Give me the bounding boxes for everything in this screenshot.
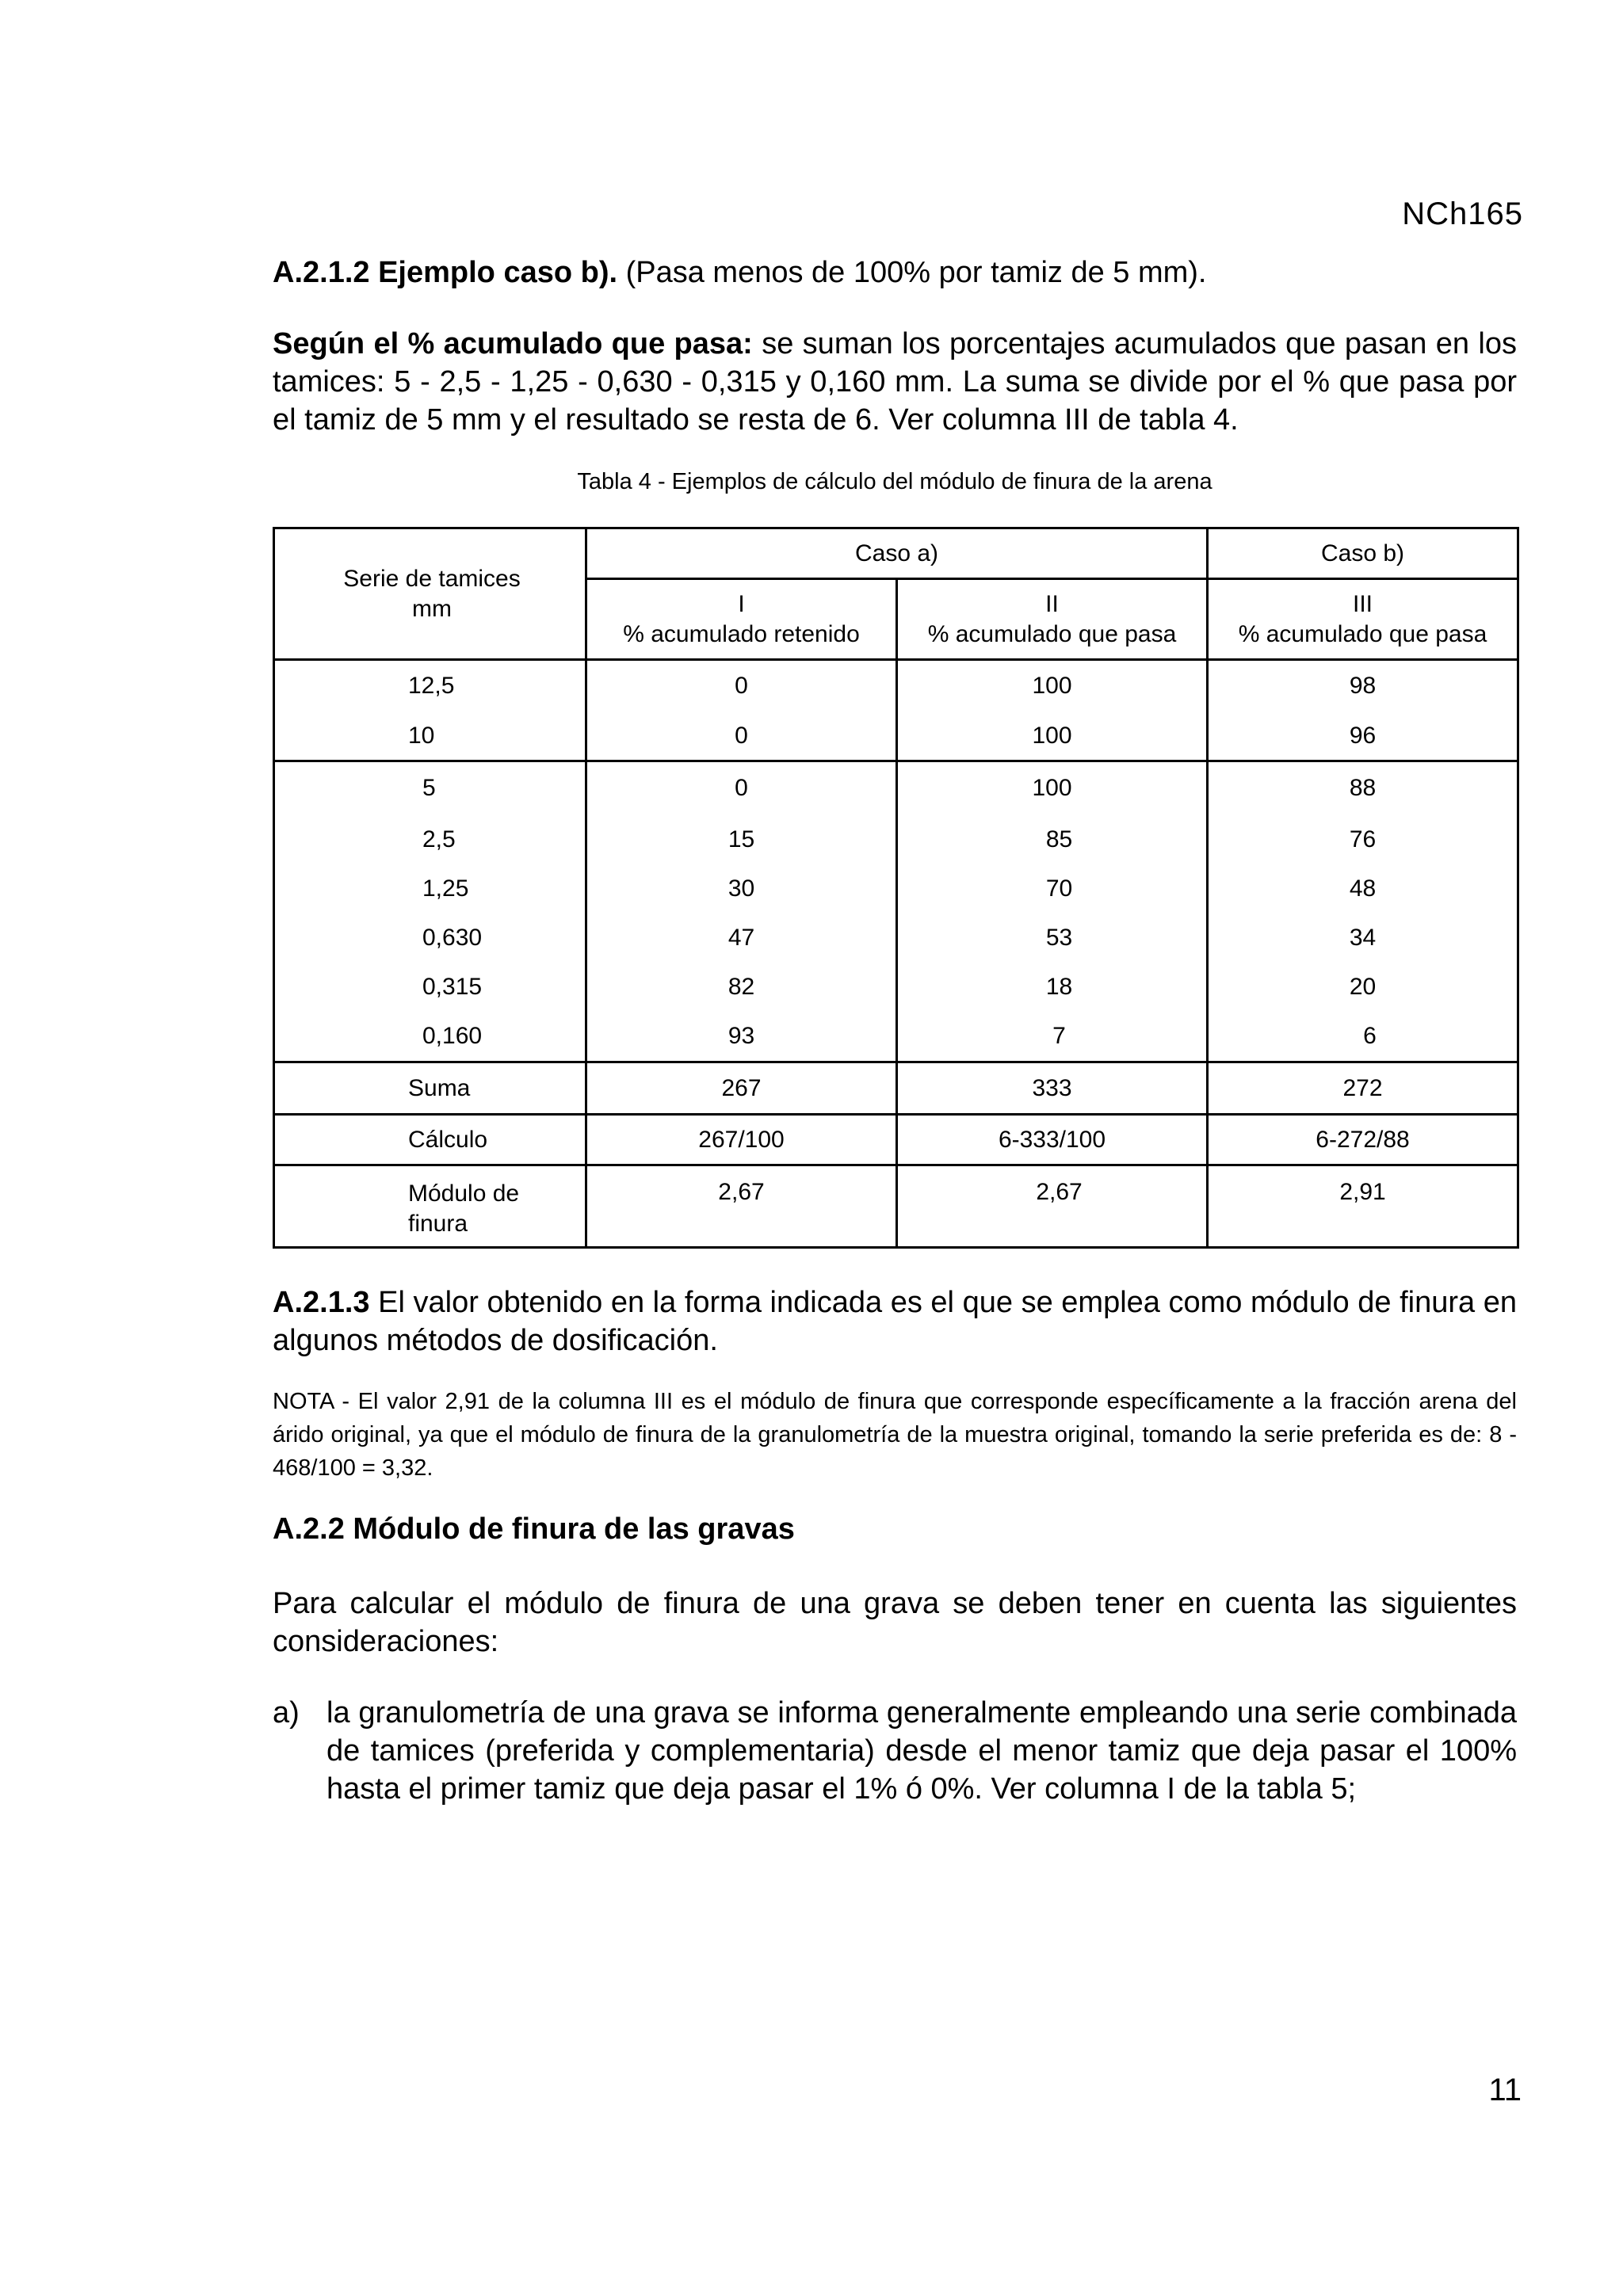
sieve-cell: 0,160 <box>274 1012 586 1062</box>
suma-col-ii: 333 <box>897 1062 1208 1115</box>
section-a212-heading: A.2.1.2 Ejemplo caso b). <box>273 256 618 289</box>
modulo-col-iii: 2,91 <box>1208 1165 1518 1248</box>
sieve-cell: 12,5 <box>274 660 586 712</box>
sieve-cell: 10 <box>274 712 586 761</box>
col-iii-cell: 96 <box>1208 712 1518 761</box>
col-i-cell: 82 <box>586 963 897 1012</box>
paragraph-gravel: Para calcular el módulo de finura de una grava se deben tener en cuenta las siguientes consideraciones: <box>273 1587 1517 1658</box>
table-row <box>274 660 1518 712</box>
modulo-label-cell <box>274 1165 586 1248</box>
section-a212-text: (Pasa menos de 100% por tamiz de 5 mm). <box>617 256 1207 289</box>
header-caso-b: Caso b) <box>1208 528 1518 579</box>
page-number: 11 <box>1488 2073 1522 2107</box>
list-item-text: la granulometría de una grava se informa generalmente empleando una serie combinada de tamices (preferida y complementaria) desde el menor tamiz que deja pasar el 100% hasta el primer tamiz que deja pasar el 1% ó 0%. Ver columna I de la tabla 5; <box>327 1696 1517 1806</box>
paragraph-sum-method-lead: Según el % acumulado que pasa: <box>273 327 753 360</box>
table-row <box>274 1012 1518 1062</box>
col-ii-cell: 100 <box>897 761 1208 815</box>
modulo-label: Módulo de finura <box>408 1180 520 1237</box>
section-a213 <box>273 1283 1517 1360</box>
header-col-iii <box>1208 579 1518 660</box>
col-i-cell: 0 <box>586 712 897 761</box>
table-row-calculo <box>274 1115 1518 1165</box>
sieve-cell: 5 <box>274 761 586 815</box>
col-ii-cell: 53 <box>897 913 1208 963</box>
suma-col-i: 267 <box>586 1062 897 1115</box>
section-a22-heading: A.2.2 Módulo de finura de las gravas <box>273 1512 795 1546</box>
col-i-cell: 0 <box>586 761 897 815</box>
table-row <box>274 712 1518 761</box>
col-iii-cell: 20 <box>1208 963 1518 1012</box>
header-col-i-label: % acumulado retenido <box>623 620 860 647</box>
header-col-ii-label: % acumulado que pasa <box>927 620 1177 647</box>
page-content <box>273 254 1517 1808</box>
paragraph-sum-method <box>273 325 1517 439</box>
table-row <box>274 963 1518 1012</box>
header-col-iii-label: % acumulado que pasa <box>1238 620 1487 647</box>
suma-label: Suma <box>274 1062 586 1115</box>
col-iii-cell: 34 <box>1208 913 1518 963</box>
calculo-col-iii: 6-272/88 <box>1208 1115 1518 1165</box>
col-iii-cell: 6 <box>1208 1012 1518 1062</box>
header-col-i-num: I <box>738 590 745 617</box>
section-a213-text: El valor obtenido en la forma indicada es el que se emplea como módulo de finura en algunos métodos de dosificación. <box>273 1286 1517 1357</box>
col-i-cell: 93 <box>586 1012 897 1062</box>
col-ii-cell: 85 <box>897 815 1208 864</box>
col-iii-cell: 48 <box>1208 864 1518 913</box>
header-col-i <box>586 579 897 660</box>
table-4 <box>273 527 1519 1249</box>
list-marker: a) <box>273 1696 300 1730</box>
sieve-cell: 0,315 <box>274 963 586 1012</box>
calculo-col-ii: 6-333/100 <box>897 1115 1208 1165</box>
col-ii-cell: 100 <box>897 712 1208 761</box>
section-a212 <box>273 254 1517 292</box>
note: NOTA - El valor 2,91 de la columna III es el módulo de finura que corresponde específicamente a la fracción arena del árido original, ya que el módulo de finura de la granulometría de la muestra original, tomando la serie preferida es de: 8 - 468/100 = 3,32. <box>273 1389 1517 1481</box>
paragraph-sum-method-text: se suman los porcentajes acumulados que pasan en los tamices: 5 - 2,5 - 1,25 - 0,630 - 0,315 y 0,160 mm. La suma se divide por el % que pasa por el tamiz de 5 mm y el resultado se resta de 6. Ver columna III de tabla 4. <box>273 327 1517 437</box>
calculo-col-i: 267/100 <box>586 1115 897 1165</box>
section-a213-heading: A.2.1.3 <box>273 1286 370 1319</box>
col-i-cell: 47 <box>586 913 897 963</box>
header-series <box>274 528 586 660</box>
col-ii-cell: 70 <box>897 864 1208 913</box>
list-item-a <box>273 1694 1517 1808</box>
col-ii-cell: 18 <box>897 963 1208 1012</box>
table-row <box>274 913 1518 963</box>
sieve-cell: 0,630 <box>274 913 586 963</box>
table-row <box>274 864 1518 913</box>
sieve-cell: 2,5 <box>274 815 586 864</box>
table-row-suma <box>274 1062 1518 1115</box>
col-i-cell: 30 <box>586 864 897 913</box>
header-col-iii-num: III <box>1353 590 1373 617</box>
header-col-ii <box>897 579 1208 660</box>
header-col-ii-num: II <box>1045 590 1059 617</box>
col-ii-cell: 7 <box>897 1012 1208 1062</box>
table-caption: Tabla 4 - Ejemplos de cálculo del módulo de finura de la arena <box>577 469 1212 494</box>
table-row <box>274 761 1518 815</box>
table-row-modulo <box>274 1165 1518 1248</box>
table-row <box>274 815 1518 864</box>
col-iii-cell: 98 <box>1208 660 1518 712</box>
header-caso-a: Caso a) <box>586 528 1208 579</box>
col-iii-cell: 88 <box>1208 761 1518 815</box>
header-series-label: Serie de tamices mm <box>343 565 521 622</box>
calculo-label: Cálculo <box>274 1115 586 1165</box>
col-i-cell: 15 <box>586 815 897 864</box>
suma-col-iii: 272 <box>1208 1062 1518 1115</box>
col-ii-cell: 100 <box>897 660 1208 712</box>
modulo-col-i: 2,67 <box>586 1165 897 1248</box>
col-i-cell: 0 <box>586 660 897 712</box>
sieve-cell: 1,25 <box>274 864 586 913</box>
document-code: NCh165 <box>1402 196 1523 231</box>
modulo-col-ii: 2,67 <box>897 1165 1208 1248</box>
col-iii-cell: 76 <box>1208 815 1518 864</box>
